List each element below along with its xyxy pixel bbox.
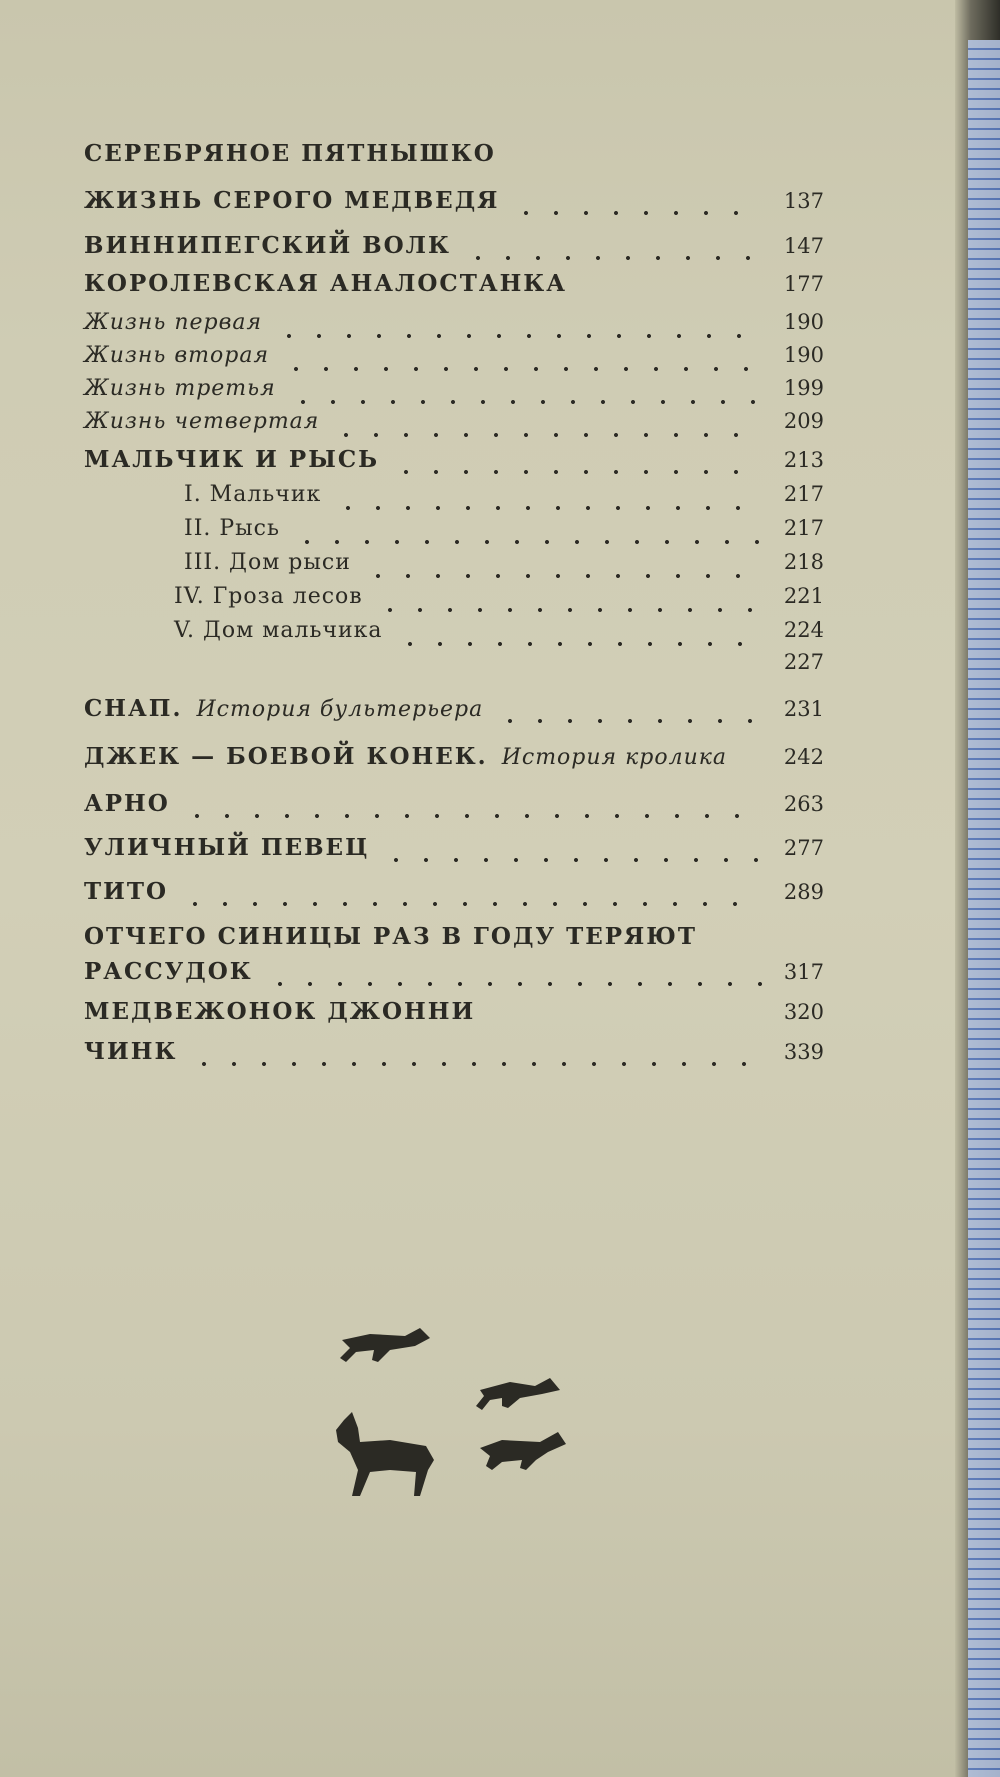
toc-entry: [84, 446, 824, 486]
toc-title: ЖИЗНЬ СЕРОГО МЕДВЕДЯ: [84, 187, 500, 214]
toc-title: ОТЧЕГО СИНИЦЫ РАЗ В ГОДУ ТЕРЯЮТ: [84, 923, 698, 950]
toc-subtitle: История кролика: [501, 745, 728, 770]
toc-title: ДЖЕК — БОЕВОЙ КОНЕК.: [84, 743, 488, 770]
toc-title: Жизнь третья: [84, 376, 276, 401]
toc-page: 277: [783, 836, 824, 860]
toc-page: 217: [783, 482, 824, 506]
leader-dots: [463, 255, 762, 261]
toc-page: 242: [783, 745, 824, 769]
deer-icon: [336, 1412, 434, 1496]
wolf-icon: [340, 1328, 430, 1362]
leader-dots: [331, 432, 762, 438]
wolves-vignette-icon: [330, 1320, 630, 1540]
toc-page: 199: [783, 376, 824, 400]
toc-entry: [84, 923, 824, 963]
wolf-icon: [476, 1378, 560, 1410]
toc-title: II. Рысь: [184, 516, 280, 541]
toc-entry: [84, 270, 824, 310]
leader-dots: [381, 857, 762, 863]
toc-entry: [84, 790, 824, 830]
toc-entry: [84, 998, 824, 1038]
toc-title: Жизнь четвертая: [84, 409, 320, 434]
toc-title: СНАП.: [84, 695, 183, 722]
toc-page: 289: [783, 880, 824, 904]
toc-entry: [84, 958, 824, 998]
toc-title: IV. Гроза лесов: [174, 584, 363, 609]
toc-entry: [84, 140, 824, 180]
toc-title: МЕДВЕЖОНОК ДЖОННИ: [84, 998, 476, 1025]
leader-dots: [182, 813, 762, 819]
toc-page: 227: [783, 650, 824, 674]
toc-page: 221: [783, 584, 824, 608]
toc-title: Жизнь вторая: [84, 343, 270, 368]
toc-page: 224: [783, 618, 824, 642]
toc-page: 147: [783, 234, 824, 258]
toc-title: V. Дом мальчика: [174, 618, 383, 643]
toc-page: 209: [783, 409, 824, 433]
toc-subtitle: История бультерьера: [196, 697, 484, 722]
leader-dots: [281, 366, 762, 372]
toc-entry: [84, 878, 824, 918]
toc-page: 339: [783, 1040, 824, 1064]
leader-dots: [292, 539, 762, 545]
toc-title: АРНО: [84, 790, 170, 817]
toc-entry: [84, 409, 824, 449]
toc-page: 317: [783, 960, 824, 984]
toc-page: 190: [783, 310, 824, 334]
toc-page: 190: [783, 343, 824, 367]
leader-dots: [391, 469, 762, 475]
toc-title: ЧИНК: [84, 1038, 178, 1065]
leader-dots: [363, 573, 762, 579]
toc-title: I. Мальчик: [184, 482, 322, 507]
toc-title: УЛИЧНЫЙ ПЕВЕЦ: [84, 834, 370, 861]
toc-entry: [84, 695, 824, 735]
toc-page: 177: [783, 272, 824, 296]
leader-dots: [274, 333, 762, 339]
toc-title: III. Дом рыси: [184, 550, 351, 575]
leader-dots: [189, 1061, 762, 1067]
toc-title: МАЛЬЧИК И РЫСЬ: [84, 446, 380, 473]
leader-dots: [395, 641, 762, 647]
toc-title: ТИТО: [84, 878, 168, 905]
toc-page: 263: [783, 792, 824, 816]
toc-title: РАССУДОК: [84, 958, 253, 985]
toc-title: СЕРЕБРЯНОЕ ПЯТНЫШКО: [84, 140, 496, 167]
toc-entry: [84, 834, 824, 874]
toc-page: 320: [783, 1000, 824, 1024]
leader-dots: [288, 399, 762, 405]
leader-dots: [265, 981, 762, 987]
toc-title: КОРОЛЕВСКАЯ АНАЛОСТАНКА: [84, 270, 567, 297]
leader-dots: [511, 210, 762, 216]
toc-title: Жизнь первая: [84, 310, 263, 335]
toc-entry: [84, 187, 824, 227]
leader-dots: [375, 607, 762, 613]
wolf-icon: [480, 1432, 566, 1470]
toc-page: 231: [783, 697, 824, 721]
leader-dots: [495, 718, 762, 724]
toc-entry: [84, 232, 824, 272]
leader-dots: [180, 901, 762, 907]
toc-page: 137: [783, 189, 824, 213]
toc-entry: [84, 743, 824, 783]
measuring-tape: [968, 40, 1000, 1777]
toc-title: ВИННИПЕГСКИЙ ВОЛК: [84, 232, 451, 259]
toc-page: 217: [783, 516, 824, 540]
toc-entry: [84, 650, 824, 690]
toc-entry: [84, 1038, 824, 1078]
toc-page: 218: [783, 550, 824, 574]
toc-page: 213: [783, 448, 824, 472]
leader-dots: [333, 505, 762, 511]
